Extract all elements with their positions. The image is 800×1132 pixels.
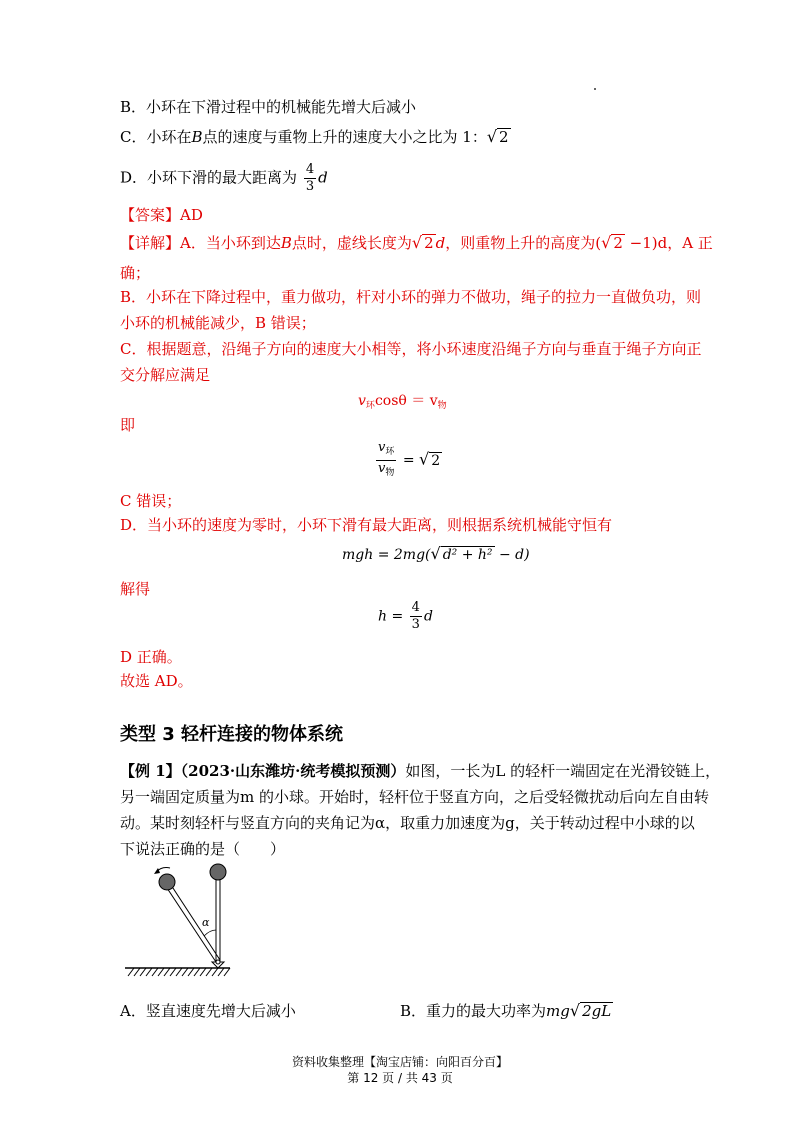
equation-ratio: $\frac{v_环}{v_物}$ = √ 2: [378, 440, 441, 478]
example-line4: 下说法正确的是（ ）: [120, 840, 286, 858]
detail-d-line1: D．当小环的速度为零时，小环下滑有最大距离，则根据系统机械能守恒有: [120, 516, 613, 534]
example-line3: 动。某时刻轻杆与竖直方向的夹角记为α，取重力加速度为g，关于转动过程中小球的以: [120, 814, 695, 832]
equation-velocity: $v_环\cos\theta = v_物$: [358, 393, 447, 411]
option-new-a: A．竖直速度先增大后减小: [120, 1002, 296, 1020]
detail-a-line2: 确；: [120, 264, 151, 282]
choose-answer: 故选 AD。: [120, 672, 193, 690]
ball-tilted: [159, 874, 175, 890]
jiede-label: 解得: [120, 580, 151, 598]
option-b: B．小环在下滑过程中的机械能先增大后减小: [120, 98, 417, 116]
detail-a-line1: 【详解】A．当小环到达B点时，虚线长度为√ 2 d，则重物上升的高度为(√ 2 −1)d，A 正: [120, 233, 713, 252]
example-line2: 另一端固定质量为m 的小球。开始时，轻杆位于竖直方向，之后受轻微扰动后向左自由转: [120, 788, 709, 806]
answer-label: 【答案】AD: [120, 206, 203, 224]
ji-label: 即: [120, 416, 136, 434]
page-number: 第 12 页 / 共 43 页: [347, 1071, 453, 1085]
equation-energy: mgh = 2mg(√ d² + h² − d): [342, 544, 530, 563]
option-new-b: B．重力的最大功率为mg√ 2gL: [400, 1001, 612, 1020]
option-c: C．小环在B点的速度与重物上升的速度大小之比为 1：√ 2: [120, 127, 509, 146]
ball-vertical: [210, 864, 226, 880]
detail-c-line1: C．根据题意，沿绳子方向的速度大小相等，将小环速度沿绳子方向与垂直于绳子方向正: [120, 340, 702, 358]
detail-b-line1: B．小环在下降过程中，重力做功，杆对小环的弹力不做功，绳子的拉力一直做负功，则: [120, 288, 702, 306]
section-heading: 类型 3 轻杆连接的物体系统: [120, 724, 344, 745]
alpha-label: α: [202, 916, 210, 929]
rod-diagram: [120, 858, 240, 988]
speck: [594, 88, 596, 90]
angle-arc: [204, 930, 216, 936]
detail-c-line2: 交分解应满足: [120, 366, 211, 384]
equation-result: h = $\frac{4}{3}$ d: [378, 600, 433, 632]
ground-hatch: [128, 968, 230, 976]
c-wrong: C 错误；: [120, 492, 182, 510]
d-right: D 正确。: [120, 648, 182, 666]
example-line1: 【例 1】（2023·山东潍坊·统考模拟预测）如图，一长为L 的轻杆一端固定在光滑铰链上，: [120, 762, 721, 780]
option-d: D．小环下滑的最大距离为 $\frac{4}{3}$ d: [120, 162, 328, 194]
detail-b-line2: 小环的机械能减少，B 错误；: [120, 314, 316, 332]
footer-source: 资料收集整理【淘宝店铺：向阳百分百】: [291, 1055, 508, 1069]
